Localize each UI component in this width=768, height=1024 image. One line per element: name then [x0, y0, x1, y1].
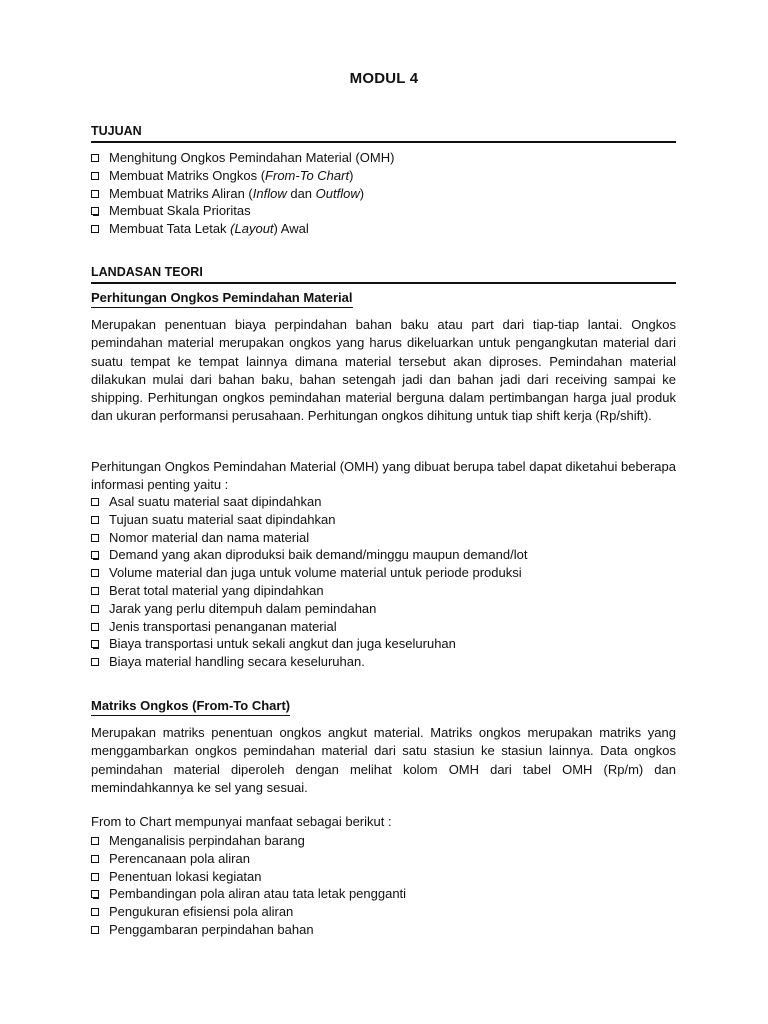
checkbox-bullet-icon [91, 890, 99, 898]
omh-info-item-text: Nomor material dan nama material [109, 529, 310, 545]
tujuan-list-item [91, 220, 676, 238]
benefit-item-text: Menganalisis perpindahan barang [109, 833, 305, 848]
tujuan-list-item [91, 202, 676, 220]
omh-info-item-text: Volume material dan juga untuk volume material untuk periode produksi [109, 565, 522, 581]
matriks-paragraph-2: From to Chart mempunyai manfaat sebagai berikut : [91, 814, 392, 829]
checkbox-bullet-icon [91, 551, 99, 559]
tujuan-item-text: From-To Chart [265, 167, 350, 183]
checkbox-bullet-icon [91, 926, 99, 934]
omh-info-item-text: Tujuan suatu material saat dipindahkan [109, 511, 336, 527]
section-heading-landasan-teori: LANDASAN TEORI [91, 265, 676, 284]
section-heading-tujuan: TUJUAN [91, 124, 676, 143]
tujuan-item-text: ) Awal [273, 221, 309, 237]
checkbox-bullet-icon [91, 516, 99, 524]
omh-info-item-text: Asal suatu material saat dipindahkan [109, 494, 322, 509]
benefit-item [91, 868, 676, 886]
benefit-item [91, 885, 676, 903]
omh-info-item [91, 546, 676, 564]
benefit-item [91, 921, 676, 939]
omh-info-item [91, 564, 676, 582]
tujuan-list [91, 149, 676, 238]
omh-info-item-text: Biaya transportasi untuk sekali angkut dan juga keseluruhan [109, 636, 456, 652]
omh-info-item [91, 653, 676, 671]
tujuan-item-text: Membuat Matriks Ongkos ( [109, 167, 266, 183]
checkbox-bullet-icon [91, 569, 99, 577]
subheading-matriks-ongkos: Matriks Ongkos (From-To Chart) [91, 698, 290, 716]
checkbox-bullet-icon [91, 837, 99, 845]
tujuan-item-text: Outflow [315, 185, 360, 201]
omh-paragraph-1: Merupakan penentuan biaya perpindahan bahan baku atau part dari tiap-tiap lantai. Ongkos pemindahan material merupakan ongkos yang harus dikeluarkan untuk pengangkutan material dari suatu tempat ke tempat lainnya dimana material tersebut akan diproses. Pemindahan material dilakukan mulai dari bahan baku, bahan setengah jadi dan bahan jadi dari receiving sampai ke shipping. Perhitungan ongkos pemindahan material berguna dalam pertimbangan harga jual produk dan ukuran performansi perusahaan. Perhitungan ongkos dihitung untuk tiap shift kerja (Rp/shift). [91, 317, 676, 424]
omh-info-item-text: Jenis transportasi penanganan material [109, 618, 337, 634]
tujuan-item-text: Membuat Skala Prioritas [109, 203, 251, 219]
tujuan-list-item [91, 185, 676, 203]
benefit-item-text: Pengukuran efisiensi pola aliran [109, 904, 294, 920]
benefit-item-text: Pembandingan pola aliran atau tata letak pengganti [109, 886, 407, 902]
tujuan-item-text: ) [359, 185, 365, 201]
checkbox-bullet-icon [91, 855, 99, 863]
checkbox-bullet-icon [91, 873, 99, 881]
omh-paragraph-2: Perhitungan Ongkos Pemindahan Material (OMH) yang dibuat berupa tabel dapat diketahui beberapa informasi penting yaitu : [91, 459, 676, 493]
omh-info-list [91, 493, 676, 671]
benefit-item-text: Perencanaan pola aliran [109, 850, 250, 866]
document-title: MODUL 4 [349, 70, 419, 87]
omh-info-item [91, 511, 676, 529]
checkbox-bullet-icon [91, 623, 99, 631]
checkbox-bullet-icon [91, 154, 99, 162]
checkbox-bullet-icon [91, 640, 99, 648]
tujuan-item-text: Membuat Matriks Aliran ( [109, 185, 253, 201]
tujuan-list-item [91, 149, 676, 167]
omh-info-item [91, 635, 676, 653]
tujuan-item-text: ) [349, 167, 354, 183]
tujuan-item-text: (Layout [230, 221, 274, 237]
checkbox-bullet-icon [91, 172, 99, 180]
from-to-chart-benefits-list [91, 832, 676, 939]
omh-info-item-text: Jarak yang perlu ditempuh dalam pemindahan [109, 600, 377, 616]
benefit-item-text: Penggambaran perpindahan bahan [109, 921, 314, 937]
checkbox-bullet-icon [91, 908, 99, 916]
omh-info-item [91, 493, 676, 511]
subheading-perhitungan-omh: Perhitungan Ongkos Pemindahan Material [91, 290, 353, 308]
omh-info-item-text: Berat total material yang dipindahkan [109, 582, 324, 598]
checkbox-bullet-icon [91, 498, 99, 506]
omh-info-item [91, 600, 676, 618]
matriks-paragraph-1: Merupakan matriks penentuan ongkos angkut material. Matriks ongkos merupakan matriks yang menggambarkan ongkos pemindahan material dari satu stasiun ke stasiun lainnya. Data ongkos pemindahan material diperoleh dengan melihat kolom OMH dari tabel OMH (Rp/m) dan memindahkannya ke sel yang sesuai. [91, 725, 676, 795]
benefit-item [91, 832, 676, 850]
tujuan-item-text: Inflow [252, 185, 287, 201]
omh-info-item [91, 529, 676, 547]
benefit-item [91, 903, 676, 921]
checkbox-bullet-icon [91, 225, 99, 233]
omh-info-item [91, 618, 676, 636]
tujuan-item-text: Menghitung Ongkos Pemindahan Material (OMH) [109, 150, 395, 165]
tujuan-item-text: Membuat Tata Letak [109, 221, 231, 237]
checkbox-bullet-icon [91, 534, 99, 542]
tujuan-list-item [91, 167, 676, 185]
checkbox-bullet-icon [91, 190, 99, 198]
tujuan-item-text: dan [286, 185, 316, 201]
omh-info-item [91, 582, 676, 600]
checkbox-bullet-icon [91, 605, 99, 613]
omh-info-item-text: Demand yang akan diproduksi baik demand/minggu maupun demand/lot [109, 547, 528, 563]
checkbox-bullet-icon [91, 658, 99, 666]
checkbox-bullet-icon [91, 587, 99, 595]
benefit-item [91, 850, 676, 868]
benefit-item-text: Penentuan lokasi kegiatan [109, 868, 262, 884]
omh-info-item-text: Biaya material handling secara keseluruhan. [109, 654, 365, 670]
checkbox-bullet-icon [91, 207, 99, 215]
